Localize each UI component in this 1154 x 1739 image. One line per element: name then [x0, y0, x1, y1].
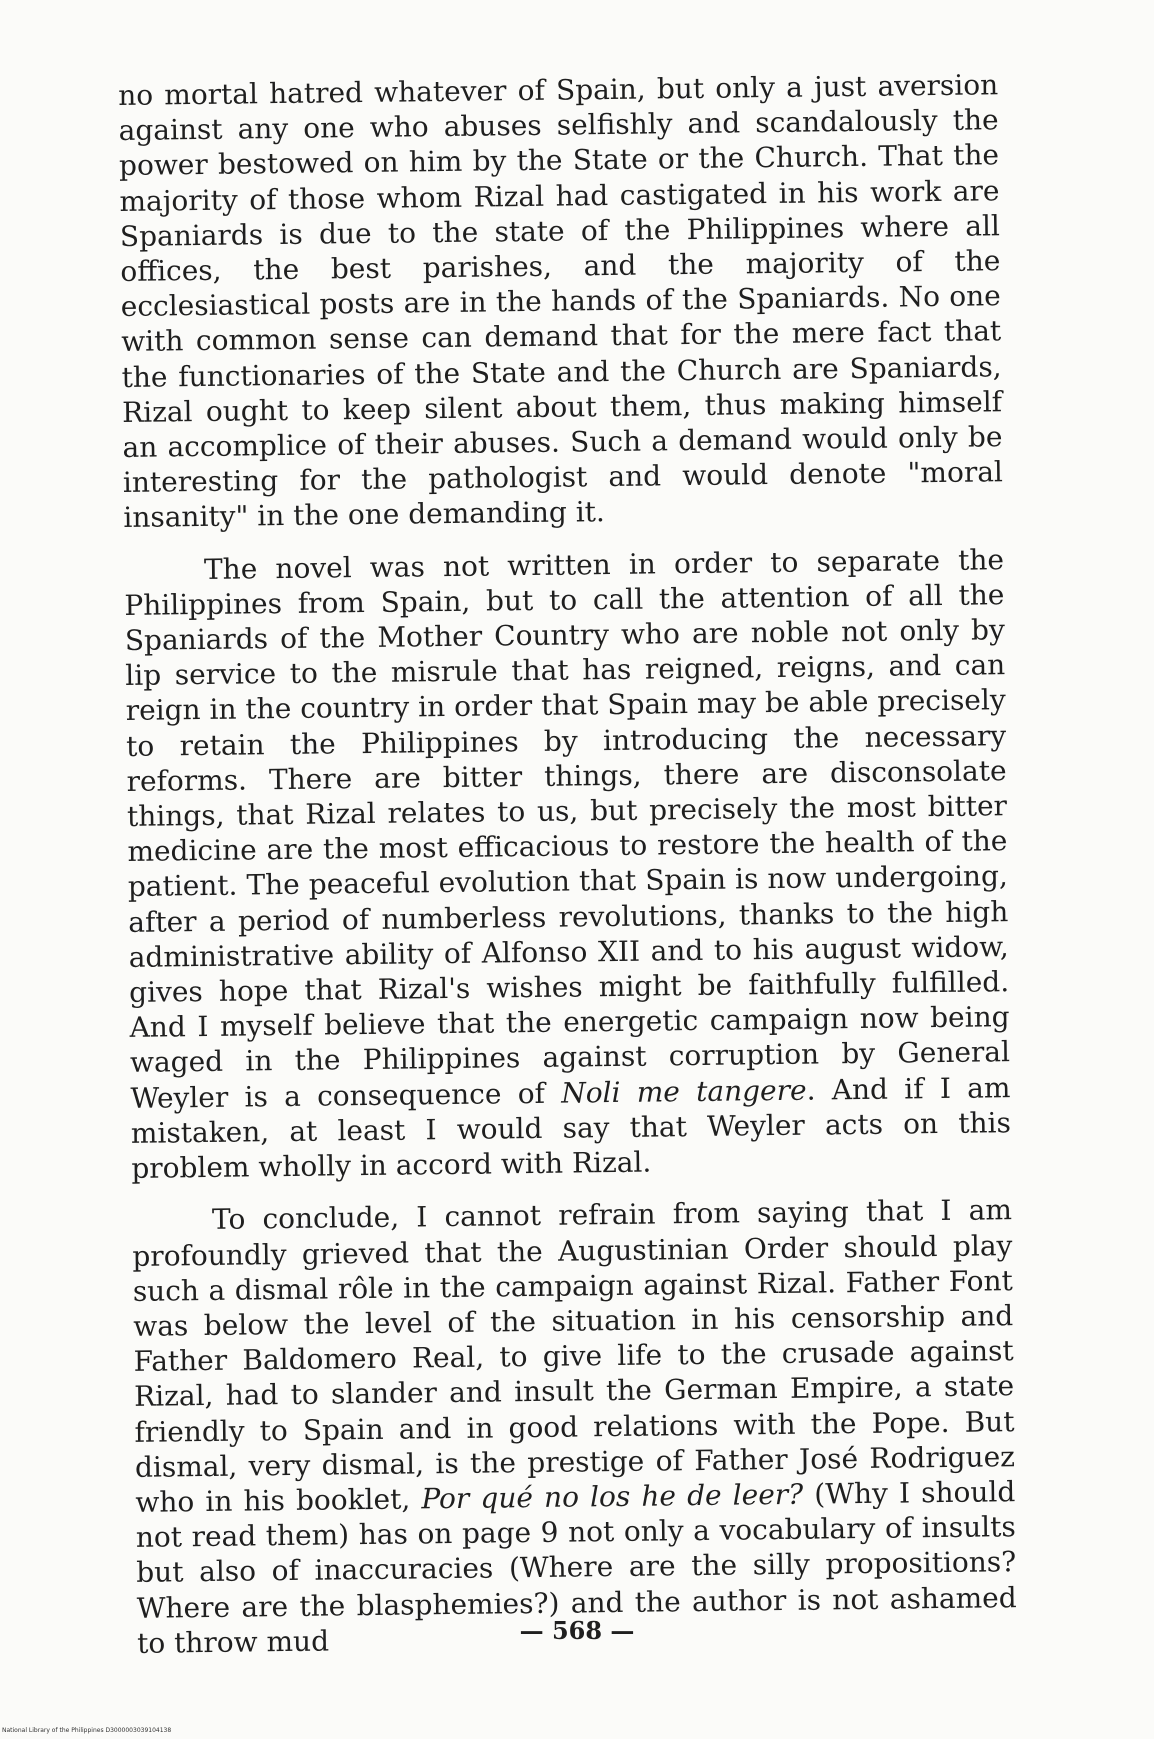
paragraph-2-text-b: . And if I am mistaken, at least I would say that Weyler acts on this problem wholly in accord with Rizal. [130, 1070, 1012, 1186]
paragraph-continuation [118, 67, 1004, 535]
paragraph-2-text-a: The novel was not written in order to separate the Philippines from Spain, but to call the attention of all the Spaniards of the Mother Country who are noble not only by lip service to the misrule that has reigned, reigns, and can reign in the country in order that Spain may be able precisely to retain the Philippines by introducing the necessary reforms. There are bitter things, there are disconsolate things, that Rizal relates to us, but precisely the most bitter medicine are the most efficacious to restore the health of the patient. The peaceful evolution that Spain is now undergoing, after a period of numberless revolutions, thanks to the high administrative ability of Alfonso XII and to his august widow, gives hope that Rizal's wishes might be faithfully fulfilled. And I myself believe that the energetic campaign now being waged in the Philippines against corruption by General Weyler is a consequence of [124, 542, 1011, 1115]
paragraph-conclusion [132, 1192, 1018, 1660]
archive-footer: National Library of the Philippines D3000003039104138 [2, 1727, 172, 1734]
paragraph-3-text-a: To conclude, I cannot refrain from saying that I am profoundly grieved that the Augustinian Order should play such a dismal rôle in the campaign against Rizal. Father Font was below the level of the situation in his censorship and Father Baldomero Real, to give life to the crusade against Rizal, had to slander and insult the German Empire, a state friendly to Spain and in good relations with the Pope. But dismal, very dismal, is the prestige of Father José Rodriguez who in his booklet, [132, 1193, 1016, 1519]
paragraph-novel-purpose [124, 542, 1012, 1186]
paragraph-1-text: no mortal hatred whatever of Spain, but only a just aversion against any one who abuses selfishly and scandalously the power bestowed on him by the State or the Church. That the majority of those whom Rizal had castigated in his work are Spaniards is due to the state of the Philippines where all offices, the best parishes, and the majority of the ecclesiastical posts are in the hands of the Spaniards. No one with common sense can demand that for the mere fact that the functionaries of the State and the Church are Spaniards, Rizal ought to keep silent about them, thus making himself an accomplice of their abuses. Such a demand would only be interesting for the pathologist and would denote "moral insanity" in the one demanding it. [118, 68, 1004, 535]
body-text [118, 67, 1017, 1678]
booklet-title: Por qué no los he de leer? [421, 1477, 804, 1516]
page-number: — 568 — [519, 1616, 635, 1645]
paragraph-3-text-b: (Why I should not read them) has on page 9 not only a vocabulary of insults but also of inaccuracies (Where are the silly propositions? Where are the blasphemies?) and the author is not ashamed to throw mud [135, 1475, 1017, 1660]
book-title-noli: Noli me tangere [561, 1073, 807, 1110]
